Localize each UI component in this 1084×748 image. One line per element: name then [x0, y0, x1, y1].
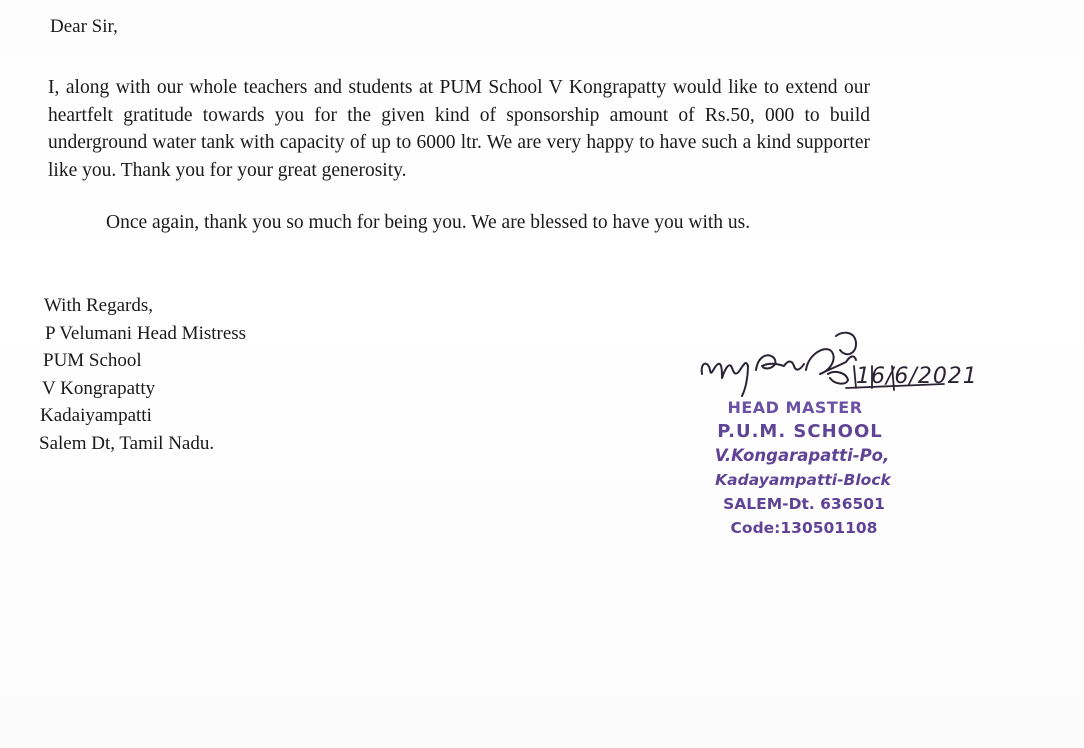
stamp-line-post: V.Kongarapatti-Po,	[714, 446, 890, 465]
stamp-line-code: Code:130501108	[730, 519, 878, 537]
salutation: Dear Sir,	[50, 16, 118, 37]
stamp-line-block: Kadayampatti-Block	[715, 471, 891, 489]
school-rubber-stamp	[704, 396, 894, 540]
school-name: PUM School	[43, 350, 142, 372]
sender-name: P Velumani Head Mistress	[45, 322, 247, 344]
signature-and-stamp	[696, 326, 978, 537]
district-state: Salem Dt, Tamil Nadu.	[39, 432, 215, 454]
regards-line: With Regards,	[44, 295, 153, 316]
signoff-block	[39, 292, 247, 458]
village-name: V Kongrapatty	[42, 377, 156, 399]
signature-date: 16/6/2021	[856, 364, 978, 389]
stamp-line-district: SALEM-Dt. 636501	[723, 495, 885, 513]
letter-body: I, along with our whole teachers and students at PUM School V Kongrapatty would like to extend our heartfelt gratitude towards you for the given kind of sponsorship amount of Rs.50, 000 to build underground water tank with capacity of up to 6000 ltr. We are very happy to have such a kind supporter like you. Thank you for your great generosity.	[48, 77, 870, 181]
block-name: Kadaiyampatti	[40, 405, 152, 427]
stamp-line-title: HEAD MASTER	[727, 398, 863, 417]
closing-line: Once again, thank you so much for being you. We are blessed to have you with us.	[106, 212, 751, 233]
stamp-line-school: P.U.M. SCHOOL	[717, 421, 883, 442]
